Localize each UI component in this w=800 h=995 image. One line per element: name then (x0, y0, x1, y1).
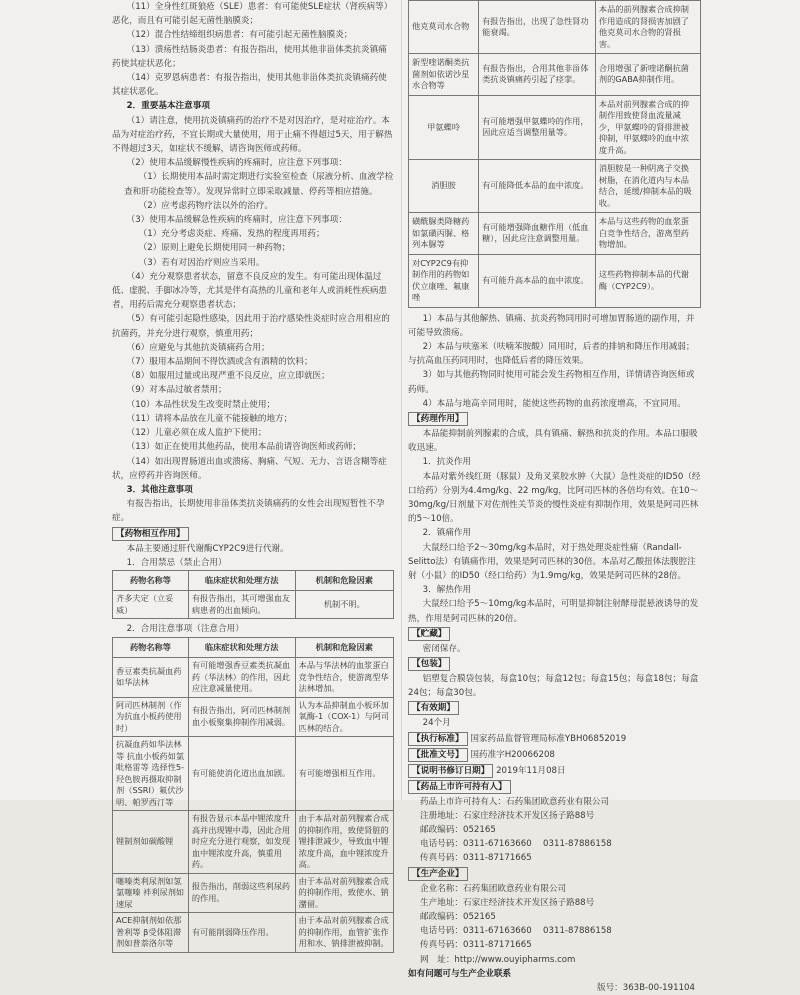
field-label: 【批准文号】 (408, 748, 468, 762)
table-header: 机制和危险因素 (295, 570, 393, 591)
paragraph: 本品对紫外线红斑（豚鼠）及角叉菜胶水肿（大鼠）急性炎症的ID50（经口给药）分别为4.4mg/kg、22 mg/kg，比阿司匹林的各倍均有效。在10～30mg/kg/日剂量下对佐剂性关节炎的慢性炎症有抑制作用，效果是阿司匹林的5～10倍。 (408, 471, 701, 525)
table-cell: 由于本品对前列腺素合成的抑制作用，血管扩张作用和水、钠排泄被抑制。 (295, 913, 393, 953)
table-row (409, 213, 701, 255)
section-heading-boxed: 【药物相互作用】 (112, 527, 189, 541)
table-row (113, 697, 394, 737)
version-number: 版号：363B-00-191104 (596, 983, 695, 994)
right-column (408, 0, 701, 994)
table-cell: 消胆胺 (409, 160, 479, 213)
list-item: （1）充分考虑炎症、疼痛、发热的程度再用药； (138, 229, 325, 240)
manufacturer-field: 邮政编码：052165 (420, 912, 496, 922)
list-item: （4）充分观察患者状态，留意不良反应的发生。有可能出现体温过低、虚脱、手脚冰冷等，尤其是伴有高热的儿童和老年人或消耗性疾病患者，用药后需充分观察患者状态； (112, 271, 388, 311)
table-cell: 有可能削弱降压作用。 (188, 913, 295, 953)
table-header-row (113, 570, 394, 591)
paragraph: 大鼠经口给予2～30mg/kg本品时，对于热处理炎症性痛（Randall-Selitto法）有镇痛作用，效果是阿司匹林的30倍。本品对乙酸扭体法腹腔注射（小鼠）的ID50（经口给药）为1.9mg/kg，效果是阿司匹林的28倍。 (408, 542, 696, 581)
section-heading-boxed: 【有效期】 (408, 701, 459, 715)
field-value: 国药准字H20066208 (470, 749, 555, 760)
paragraph: 大鼠经口给予5～10mg/kg本品时，可明显抑制注射酵母混悬液诱导的发热，作用是阿司匹林的20倍。 (408, 599, 699, 624)
field-value: 2019年11月08日 (496, 765, 566, 776)
left-column (112, 0, 394, 949)
table-row (409, 1, 701, 54)
manufacturer-field: 电话号码：0311-67163660 0311-87886158 (420, 926, 612, 937)
paragraph: 本品主要通过肝代谢酶CYP2C9进行代谢。 (126, 543, 289, 554)
list-item: （10）本品性状发生改变时禁止使用； (126, 399, 276, 410)
holder-field: 电话号码：0311-67163660 0311-87886158 (420, 839, 612, 850)
table-row (113, 591, 394, 619)
table-header: 药物名称等 (113, 637, 189, 658)
table-cell: 他克莫司水合物 (409, 1, 479, 54)
table-cell: 有报告指出，阿司匹林制剂血小板聚集抑制作用减弱。 (188, 697, 295, 737)
section-heading-boxed: 【贮藏】 (408, 627, 450, 641)
table-cell: 报告指出，削弱这些利尿药的作用。 (188, 873, 295, 913)
table-cell: 有报告显示本品中锂浓度升高并出现锂中毒，因此合用时应充分进行观察，如发现血中锂浓度升高，慎重用药。 (188, 811, 295, 874)
list-item: （11）全身性红斑狼疮（SLE）患者：有可能使SLE症状（肾疾病等）恶化，而且有可能引起无菌性脑膜炎； (112, 2, 393, 27)
table-row (409, 95, 701, 160)
subheading: 1．合用禁忌（禁止合用） (126, 557, 227, 568)
manufacturer-field: 企业名称：石药集团欧意药业有限公司 (420, 883, 567, 894)
list-item: （2）使用本品缓解慢性疾病的疼痛时，应注意下列事项： (126, 158, 347, 169)
subheading: 1．抗炎作用 (422, 457, 472, 468)
table-cell: 这些药物抑制本品的代谢酶（CYP2C9）。 (595, 254, 700, 307)
field-label: 【说明书修订日期】 (408, 764, 493, 778)
list-item: （3）使用本品缓解急性疾病的疼痛时，应注意下列事项： (126, 215, 347, 226)
list-item: （6）应避免与其他抗炎镇痛药合用； (126, 342, 270, 353)
paragraph: 密闭保存。 (422, 643, 466, 654)
list-item: 4）本品与地高辛同用时，能使这些药物的血药浓度增高，不宜同用。 (422, 398, 686, 409)
table-header: 机制和危险因素 (295, 637, 393, 658)
list-item: （1）长期使用本品时需定期进行实验室检查（尿液分析、血液学检查和肝功能检查等）。发现异常时立即采取减量、停药等相应措施。 (124, 172, 394, 197)
table-cell: 有可能升高本品的血中浓度。 (479, 254, 596, 307)
section-heading-boxed: 【药理作用】 (408, 412, 468, 426)
table-row (409, 254, 701, 307)
table-cell: 有可能增强甲氨蝶呤的作用，因此应适当调整用量等。 (479, 95, 596, 160)
table-cell: 香豆素类抗凝血药如华法林 (113, 658, 189, 698)
list-item: （1）请注意，使用抗炎镇痛药的治疗不是对因治疗，是对症治疗。本品为对症治疗药，不宜长期或大量使用，用于止痛不得超过5天，用于解热不得超过3天，如症状不缓解，请咨询医师或药师。 (112, 115, 393, 155)
table-cell: 由于本品对前列腺素合成的抑制作用，致使肾脏的锂排泄减少，导致血中锂浓度升高，血中锂浓度升高。 (295, 811, 393, 874)
table-row (113, 811, 394, 874)
table-cell: ACE抑制剂如依那普利等 β受体阻滞剂如普萘洛尔等 (113, 913, 189, 953)
list-item: （8）如服用过量或出现严重不良反应，应立即就医； (126, 371, 330, 382)
table-cell: 阿司匹林制剂（作为抗血小板药使用时） (113, 697, 189, 737)
table-cell: 有可能使消化道出血加剧。 (188, 737, 295, 811)
section-heading-boxed: 【生产企业】 (408, 867, 468, 881)
list-item: （5）有可能引起隐性感染，因此用于治疗感染性炎症时应合用相应的抗菌药，并充分进行观察，慎重用药； (112, 314, 390, 339)
approval-line (408, 747, 701, 763)
list-item: （11）请将本品放在儿童不能接触的地方； (126, 413, 293, 424)
table-cell: 甲氨蝶呤 (409, 95, 479, 160)
holder-field: 邮政编码：052165 (420, 824, 496, 835)
table-cell: 本品与这些药物的血浆蛋白竞争性结合，游离型药物增加。 (595, 213, 700, 255)
table-header-row (113, 637, 394, 658)
list-item: 2）本品与呋塞米（呋喃苯胺酸）同用时，后者的排钠和降压作用减弱；与抗高血压药同用时，也降低后者的降压效果。 (408, 341, 695, 367)
section-heading: 2．重要基本注意事项 (126, 101, 210, 112)
paragraph: 铝塑复合膜袋包装，每盒10包；每盒12包；每盒15包；每盒18包；每盒24包；每盒30包。 (408, 673, 699, 699)
column-divider (401, 0, 402, 800)
table-cell: 有报告指出，出现了急性肾功能衰竭。 (479, 1, 596, 54)
table-cell: 消胆胺是一种阴离子交换树脂，在消化道内与本品结合，延缓/抑制本品的吸收。 (595, 160, 700, 213)
top-items (112, 0, 394, 99)
contact-note: 如有问题可与生产企业联系 (408, 968, 512, 979)
field-label: 【执行标准】 (408, 732, 468, 746)
list-item: （12）混合性结缔组织病患者：有可能引起无菌性脑膜炎； (126, 30, 353, 41)
list-item: 1）本品与其他解热、镇痛、抗炎药物同用时可增加胃肠道的副作用，并可能导致溃疡。 (408, 313, 695, 338)
subheading: 2．合用注意事项（注意合用） (126, 624, 244, 635)
table-cell: 有可能增强降血糖作用（低血糖），因此应注意调整用量。 (479, 213, 596, 255)
interaction-notes (408, 312, 701, 411)
paragraph: 24个月 (422, 718, 451, 729)
list-item: （14）如出现胃肠道出血或溃疡、胸痛、气短、无力、言语含糊等症状，应停药并咨询医师。 (112, 456, 387, 481)
contraindication-table (112, 570, 394, 620)
revision-line (408, 763, 701, 779)
table-cell: 本品的前列腺素合成抑制作用造成的肾损害加剧了他克莫司水合物的肾损害。 (595, 1, 700, 54)
table-cell: 抗凝血药如华法林等 抗血小板药如氯吡格雷等 选择性5-羟色胺再摄取抑制剂（SSRI）氟伏沙明、帕罗西汀等 (113, 737, 189, 811)
list-item: （2）应考虑药物疗法以外的治疗。 (138, 200, 274, 211)
table-cell: 合用增强了新喹诺酮抗菌剂的GABA抑制作用。 (595, 54, 700, 96)
table-cell: 有可能降低本品的血中浓度。 (479, 160, 596, 213)
manufacturer-field: 生产地址：石家庄经济技术开发区扬子路88号 (420, 897, 595, 908)
section-heading-boxed: 【药品上市许可持有人】 (408, 780, 511, 794)
holder-field: 传真号码：0311-87171665 (420, 853, 532, 864)
table-cell: 新型喹诺酮类抗菌剂如依诺沙星水合物等 (409, 54, 479, 96)
manufacturer-field: 传真号码：0311-87171665 (420, 940, 532, 951)
table-cell: 磺酰脲类降糖药如氯磺丙脲、格列本脲等 (409, 213, 479, 255)
holder-field: 注册地址：石家庄经济技术开发区扬子路88号 (420, 810, 595, 821)
section-heading-boxed: 【包装】 (408, 657, 450, 671)
table-cell: 对CYP2C9有抑制作用的药物如伏立康唑、氟康唑 (409, 254, 479, 307)
table-row (409, 160, 701, 213)
field-value: 国家药品监督管理局标准YBH06852019 (470, 733, 627, 744)
list-item: （3）若有对因治疗则应当采用。 (138, 257, 265, 268)
table-cell: 锂制剂如碳酸锂 (113, 811, 189, 874)
table-row (113, 913, 394, 953)
table-cell: 由于本品对前列腺素合成的抑制作用，致使水、钠潴留。 (295, 873, 393, 913)
table-cell: 有报告指出，合用其他非甾体类抗炎镇痛药引起了痉挛。 (479, 54, 596, 96)
caution-table (112, 637, 394, 953)
standard-line (408, 731, 701, 747)
subheading: 3．解热作用 (422, 585, 472, 596)
subheading: 2．镇痛作用 (422, 528, 472, 539)
section-heading: 3．其他注意事项 (126, 484, 193, 495)
manufacturer-field: 网 址：http://www.ouyipharms.com (420, 954, 576, 965)
table-cell: 有可能增强相互作用。 (295, 737, 393, 811)
list-item: （9）对本品过敏者禁用； (126, 385, 227, 396)
interaction-table-continued (408, 0, 701, 308)
table-cell: 机制不明。 (295, 591, 393, 619)
list-item: （13）溃疡性结肠炎患者：有报告指出，使用其他非甾体类抗炎镇痛药使其症状恶化； (112, 44, 387, 69)
table-row (113, 873, 394, 913)
paragraph: 本品能抑制前列腺素的合成，具有镇痛、解热和抗炎的作用。本品口服吸收迅速。 (408, 428, 698, 454)
table-cell: 本品对前列腺素合成的抑制作用致使肾血流量减少，甲氨蝶呤的肾排泄被抑制，甲氨蝶呤的血中浓度升高。 (595, 95, 700, 160)
list-item: （7）服用本品期间不得饮酒或含有酒精的饮料； (126, 357, 313, 368)
table-cell: 认为本品抑制血小板环加氧酶-1（COX-1）与阿司匹林的结合。 (295, 697, 393, 737)
table-cell: 本品与华法林的血浆蛋白竞争性结合，使游离型华法林增加。 (295, 658, 393, 698)
table-header: 临床症状和处理方法 (188, 637, 295, 658)
table-header: 临床症状和处理方法 (188, 570, 295, 591)
table-row (113, 658, 394, 698)
table-header: 药物名称等 (113, 570, 189, 591)
table-cell: 齐多夫定（立妥威） (113, 591, 189, 619)
list-item: （12）儿童必须在成人监护下使用； (126, 428, 267, 439)
table-cell: 有可能增强香豆素类抗凝血药（华法林）的作用，因此应注意减量使用。 (188, 658, 295, 698)
list-item: 3）如与其他药物同时使用可能会发生药物相互作用，详情请咨询医师或药师。 (408, 370, 695, 395)
table-row (113, 737, 394, 811)
table-cell: 有报告指出，其可增强血友病患者的出血倾向。 (188, 591, 295, 619)
list-item: （14）克罗恩病患者：有报告指出，使用其他非甾体类抗炎镇痛药使其症状恶化。 (112, 73, 387, 98)
list-item: （13）如正在使用其他药品，使用本品前请咨询医师或药师； (126, 442, 361, 453)
holder-field: 药品上市许可持有人：石药集团欧意药业有限公司 (420, 796, 610, 807)
table-row (409, 54, 701, 96)
list-item: （2）原则上避免长期使用同一种药物； (138, 243, 291, 254)
paragraph: 有报告指出，长期使用非甾体类抗炎镇痛药的女性会出现短暂性不孕症。 (112, 499, 385, 524)
table-cell: 噻嗪类利尿剂如氢氯噻嗪 袢利尿剂如速尿 (113, 873, 189, 913)
